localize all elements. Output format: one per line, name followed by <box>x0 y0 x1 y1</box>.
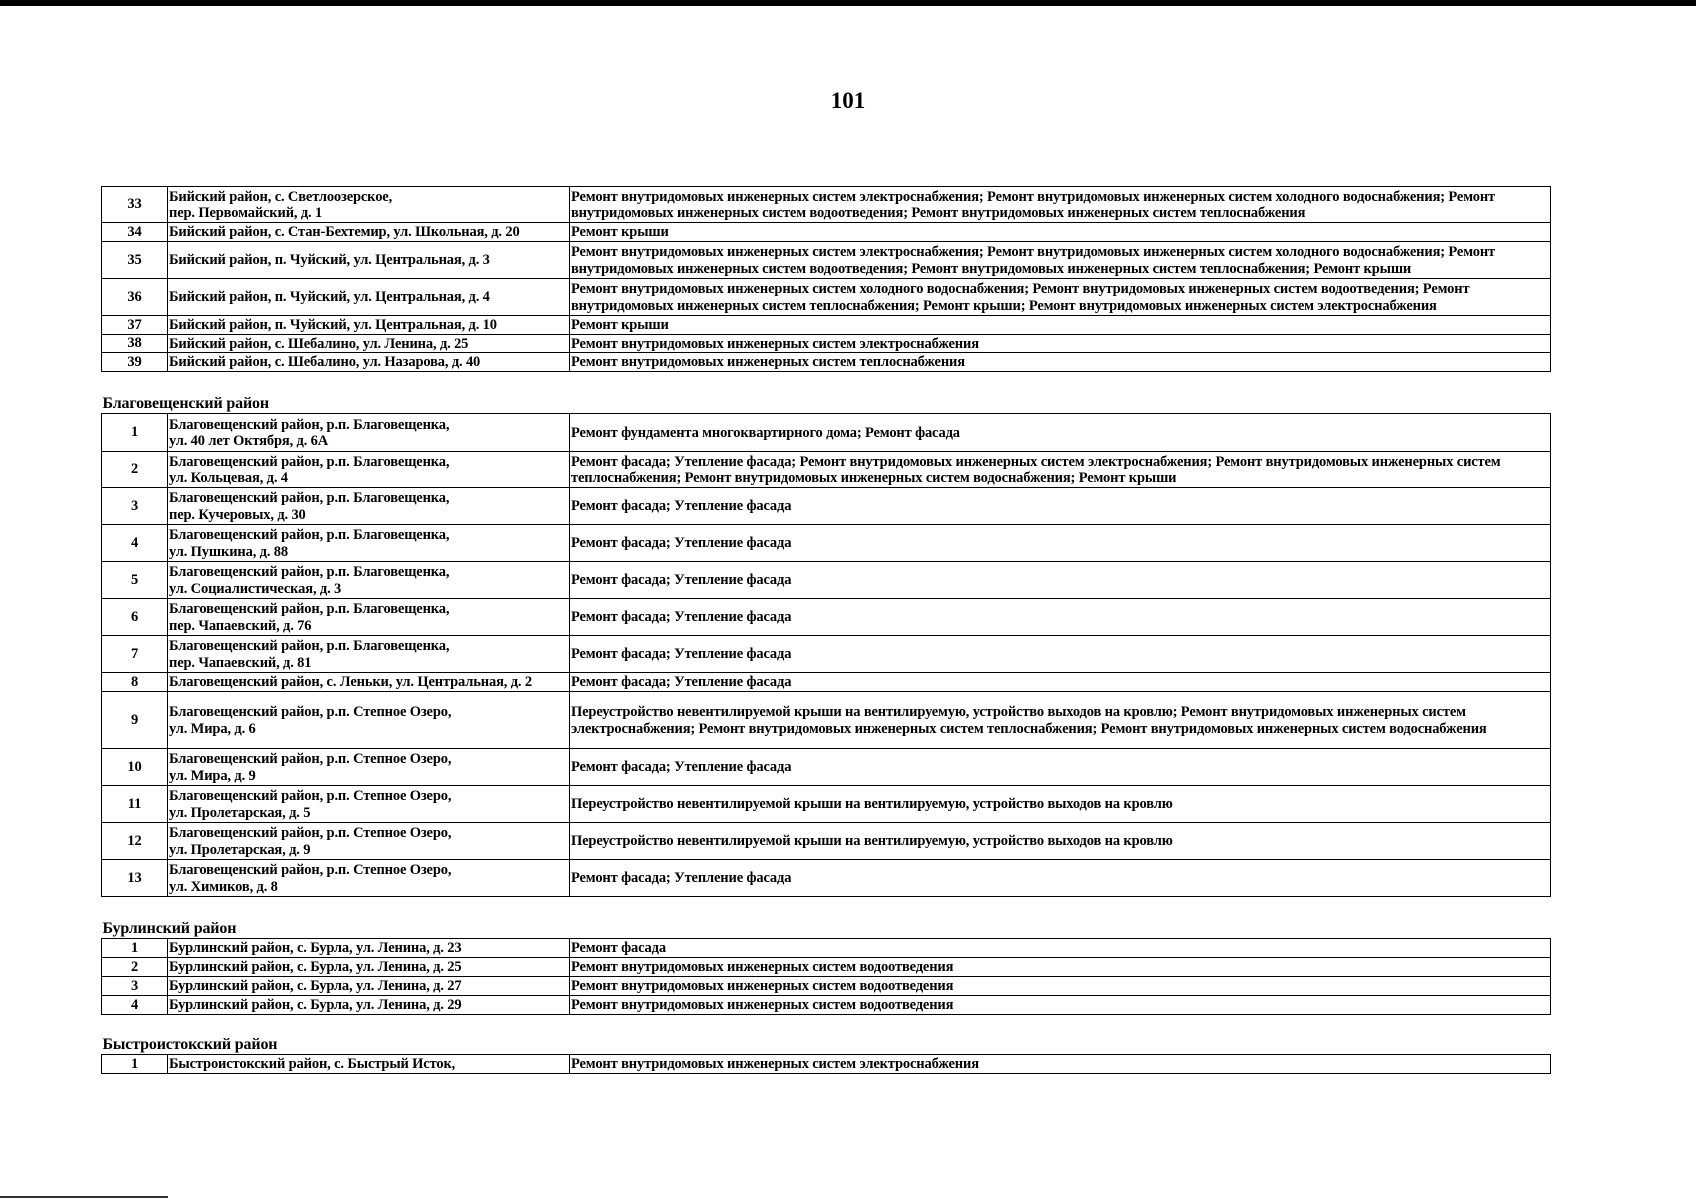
table-row <box>102 414 1551 452</box>
row-works: Ремонт внутридомовых инженерных систем холодного водоснабжения; Ремонт внутридомовых инженерных систем водоотведения; Ремонт внутридомовых инженерных систем теплоснабжения; Ремонт крыши; Ремонт внутридомовых инженерных систем электроснабжения <box>570 279 1551 316</box>
section-title: Бурлинский район <box>102 897 1551 939</box>
row-address: Бийский район, п. Чуйский, ул. Центральная, д. 10 <box>168 316 570 335</box>
row-address: Благовещенский район, р.п. Благовещенка, пер. Кучеровых, д. 30 <box>168 488 570 525</box>
row-address: Благовещенский район, р.п. Благовещенка, ул. 40 лет Октября, д. 6А <box>168 414 570 452</box>
table-row <box>102 488 1551 525</box>
row-number: 1 <box>102 1055 168 1074</box>
row-address: Благовещенский район, р.п. Степное Озеро, ул. Мира, д. 6 <box>168 692 570 749</box>
row-address: Благовещенский район, р.п. Благовещенка, пер. Чапаевский, д. 81 <box>168 636 570 673</box>
row-works: Ремонт фасада; Утепление фасада <box>570 488 1551 525</box>
table-row <box>102 1055 1551 1074</box>
row-address: Благовещенский район, р.п. Благовещенка, пер. Чапаевский, д. 76 <box>168 599 570 636</box>
row-number: 12 <box>102 823 168 860</box>
table-row <box>102 599 1551 636</box>
table-row <box>102 996 1551 1015</box>
row-works: Ремонт фасада; Утепление фасада <box>570 599 1551 636</box>
row-number: 9 <box>102 692 168 749</box>
row-address: Бийский район, с. Шебалино, ул. Ленина, д. 25 <box>168 334 570 353</box>
page-number: 101 <box>830 88 866 113</box>
row-number: 1 <box>102 414 168 452</box>
table-row <box>102 242 1551 279</box>
row-number: 1 <box>102 939 168 958</box>
table-row <box>102 860 1551 897</box>
table-row <box>102 334 1551 353</box>
row-number: 4 <box>102 525 168 562</box>
table-row <box>102 279 1551 316</box>
row-number: 36 <box>102 279 168 316</box>
section-heading-row <box>102 897 1551 939</box>
row-works: Ремонт внутридомовых инженерных систем водоотведения <box>570 996 1551 1015</box>
row-number: 7 <box>102 636 168 673</box>
table-row <box>102 316 1551 335</box>
row-works: Ремонт внутридомовых инженерных систем водоотведения <box>570 977 1551 996</box>
scan-top-edge <box>0 0 1696 6</box>
table-row <box>102 187 1551 223</box>
table-row <box>102 452 1551 488</box>
row-number: 34 <box>102 223 168 242</box>
row-works: Переустройство невентилируемой крыши на вентилируемую, устройство выходов на кровлю <box>570 786 1551 823</box>
row-number: 8 <box>102 673 168 692</box>
table-row <box>102 692 1551 749</box>
row-address: Благовещенский район, с. Леньки, ул. Центральная, д. 2 <box>168 673 570 692</box>
row-number: 13 <box>102 860 168 897</box>
row-address: Благовещенский район, р.п. Степное Озеро, ул. Пролетарская, д. 5 <box>168 786 570 823</box>
row-works: Ремонт фасада; Утепление фасада <box>570 636 1551 673</box>
row-works: Ремонт внутридомовых инженерных систем электроснабжения; Ремонт внутридомовых инженерных систем холодного водоснабжения; Ремонт внутридомовых инженерных систем водоотведения; Ремонт внутридомовых инженерных систем теплоснабжения <box>570 187 1551 223</box>
table-row <box>102 749 1551 786</box>
row-number: 5 <box>102 562 168 599</box>
row-address: Благовещенский район, р.п. Степное Озеро, ул. Мира, д. 9 <box>168 749 570 786</box>
scan-bottom-mark <box>0 1196 168 1198</box>
row-works: Ремонт фасада; Утепление фасада <box>570 749 1551 786</box>
row-number: 33 <box>102 187 168 223</box>
row-address: Бийский район, п. Чуйский, ул. Центральная, д. 3 <box>168 242 570 279</box>
row-address: Бурлинский район, с. Бурла, ул. Ленина, д. 29 <box>168 996 570 1015</box>
row-address: Бийский район, с. Стан-Бехтемир, ул. Школьная, д. 20 <box>168 223 570 242</box>
row-works: Ремонт фасада; Утепление фасада <box>570 562 1551 599</box>
row-works: Ремонт внутридомовых инженерных систем теплоснабжения <box>570 353 1551 372</box>
row-number: 38 <box>102 334 168 353</box>
row-number: 10 <box>102 749 168 786</box>
table-row <box>102 977 1551 996</box>
row-works: Ремонт внутридомовых инженерных систем электроснабжения; Ремонт внутридомовых инженерных систем холодного водоснабжения; Ремонт внутридомовых инженерных систем водоотведения; Ремонт внутридомовых инженерных систем теплоснабжения; Ремонт крыши <box>570 242 1551 279</box>
register-body <box>102 187 1551 1074</box>
row-number: 4 <box>102 996 168 1015</box>
row-address: Бийский район, п. Чуйский, ул. Центральная, д. 4 <box>168 279 570 316</box>
row-address: Благовещенский район, р.п. Степное Озеро, ул. Химиков, д. 8 <box>168 860 570 897</box>
row-address: Быстроистокский район, с. Быстрый Исток, <box>168 1055 570 1074</box>
row-works: Ремонт внутридомовых инженерных систем электроснабжения <box>570 1055 1551 1074</box>
table-row <box>102 673 1551 692</box>
row-address: Бурлинский район, с. Бурла, ул. Ленина, д. 23 <box>168 939 570 958</box>
row-number: 3 <box>102 977 168 996</box>
row-works: Ремонт внутридомовых инженерных систем водоотведения <box>570 958 1551 977</box>
row-works: Переустройство невентилируемой крыши на вентилируемую, устройство выходов на кровлю; Ремонт внутридомовых инженерных систем электроснабжения; Ремонт внутридомовых инженерных систем теплоснабжения; Ремонт внутридомовых инженерных систем водоснабжения <box>570 692 1551 749</box>
table-row <box>102 823 1551 860</box>
row-works: Ремонт внутридомовых инженерных систем электроснабжения <box>570 334 1551 353</box>
table-row <box>102 525 1551 562</box>
row-number: 35 <box>102 242 168 279</box>
row-address: Бийский район, с. Шебалино, ул. Назарова, д. 40 <box>168 353 570 372</box>
table-row <box>102 786 1551 823</box>
row-number: 2 <box>102 958 168 977</box>
row-number: 11 <box>102 786 168 823</box>
table-row <box>102 353 1551 372</box>
row-number: 37 <box>102 316 168 335</box>
row-number: 6 <box>102 599 168 636</box>
row-address: Бийский район, с. Светлоозерское, пер. Первомайский, д. 1 <box>168 187 570 223</box>
row-address: Благовещенский район, р.п. Степное Озеро, ул. Пролетарская, д. 9 <box>168 823 570 860</box>
row-address: Благовещенский район, р.п. Благовещенка, ул. Пушкина, д. 88 <box>168 525 570 562</box>
section-heading-row <box>102 1015 1551 1055</box>
row-works: Ремонт фасада <box>570 939 1551 958</box>
row-number: 39 <box>102 353 168 372</box>
row-address: Благовещенский район, р.п. Благовещенка, ул. Социалистическая, д. 3 <box>168 562 570 599</box>
table-row <box>102 562 1551 599</box>
repair-register-table <box>101 186 1551 1074</box>
table-row <box>102 939 1551 958</box>
section-heading-row <box>102 372 1551 414</box>
row-works: Ремонт фасада; Утепление фасада <box>570 673 1551 692</box>
table-row <box>102 958 1551 977</box>
row-works: Ремонт фундамента многоквартирного дома; Ремонт фасада <box>570 414 1551 452</box>
section-title: Благовещенский район <box>102 372 1551 414</box>
row-works: Ремонт крыши <box>570 223 1551 242</box>
row-works: Ремонт фасада; Утепление фасада <box>570 525 1551 562</box>
row-works: Ремонт фасада; Утепление фасада; Ремонт внутридомовых инженерных систем электроснабжения; Ремонт внутридомовых инженерных систем теплоснабжения; Ремонт внутридомовых инженерных систем водоснабжения; Ремонт крыши <box>570 452 1551 488</box>
section-title: Быстроистокский район <box>102 1015 1551 1055</box>
row-works: Переустройство невентилируемой крыши на вентилируемую, устройство выходов на кровлю <box>570 823 1551 860</box>
table-row <box>102 223 1551 242</box>
row-number: 3 <box>102 488 168 525</box>
table-row <box>102 636 1551 673</box>
row-address: Бурлинский район, с. Бурла, ул. Ленина, д. 27 <box>168 977 570 996</box>
row-works: Ремонт крыши <box>570 316 1551 335</box>
row-address: Бурлинский район, с. Бурла, ул. Ленина, д. 25 <box>168 958 570 977</box>
row-works: Ремонт фасада; Утепление фасада <box>570 860 1551 897</box>
row-address: Благовещенский район, р.п. Благовещенка, ул. Кольцевая, д. 4 <box>168 452 570 488</box>
row-number: 2 <box>102 452 168 488</box>
